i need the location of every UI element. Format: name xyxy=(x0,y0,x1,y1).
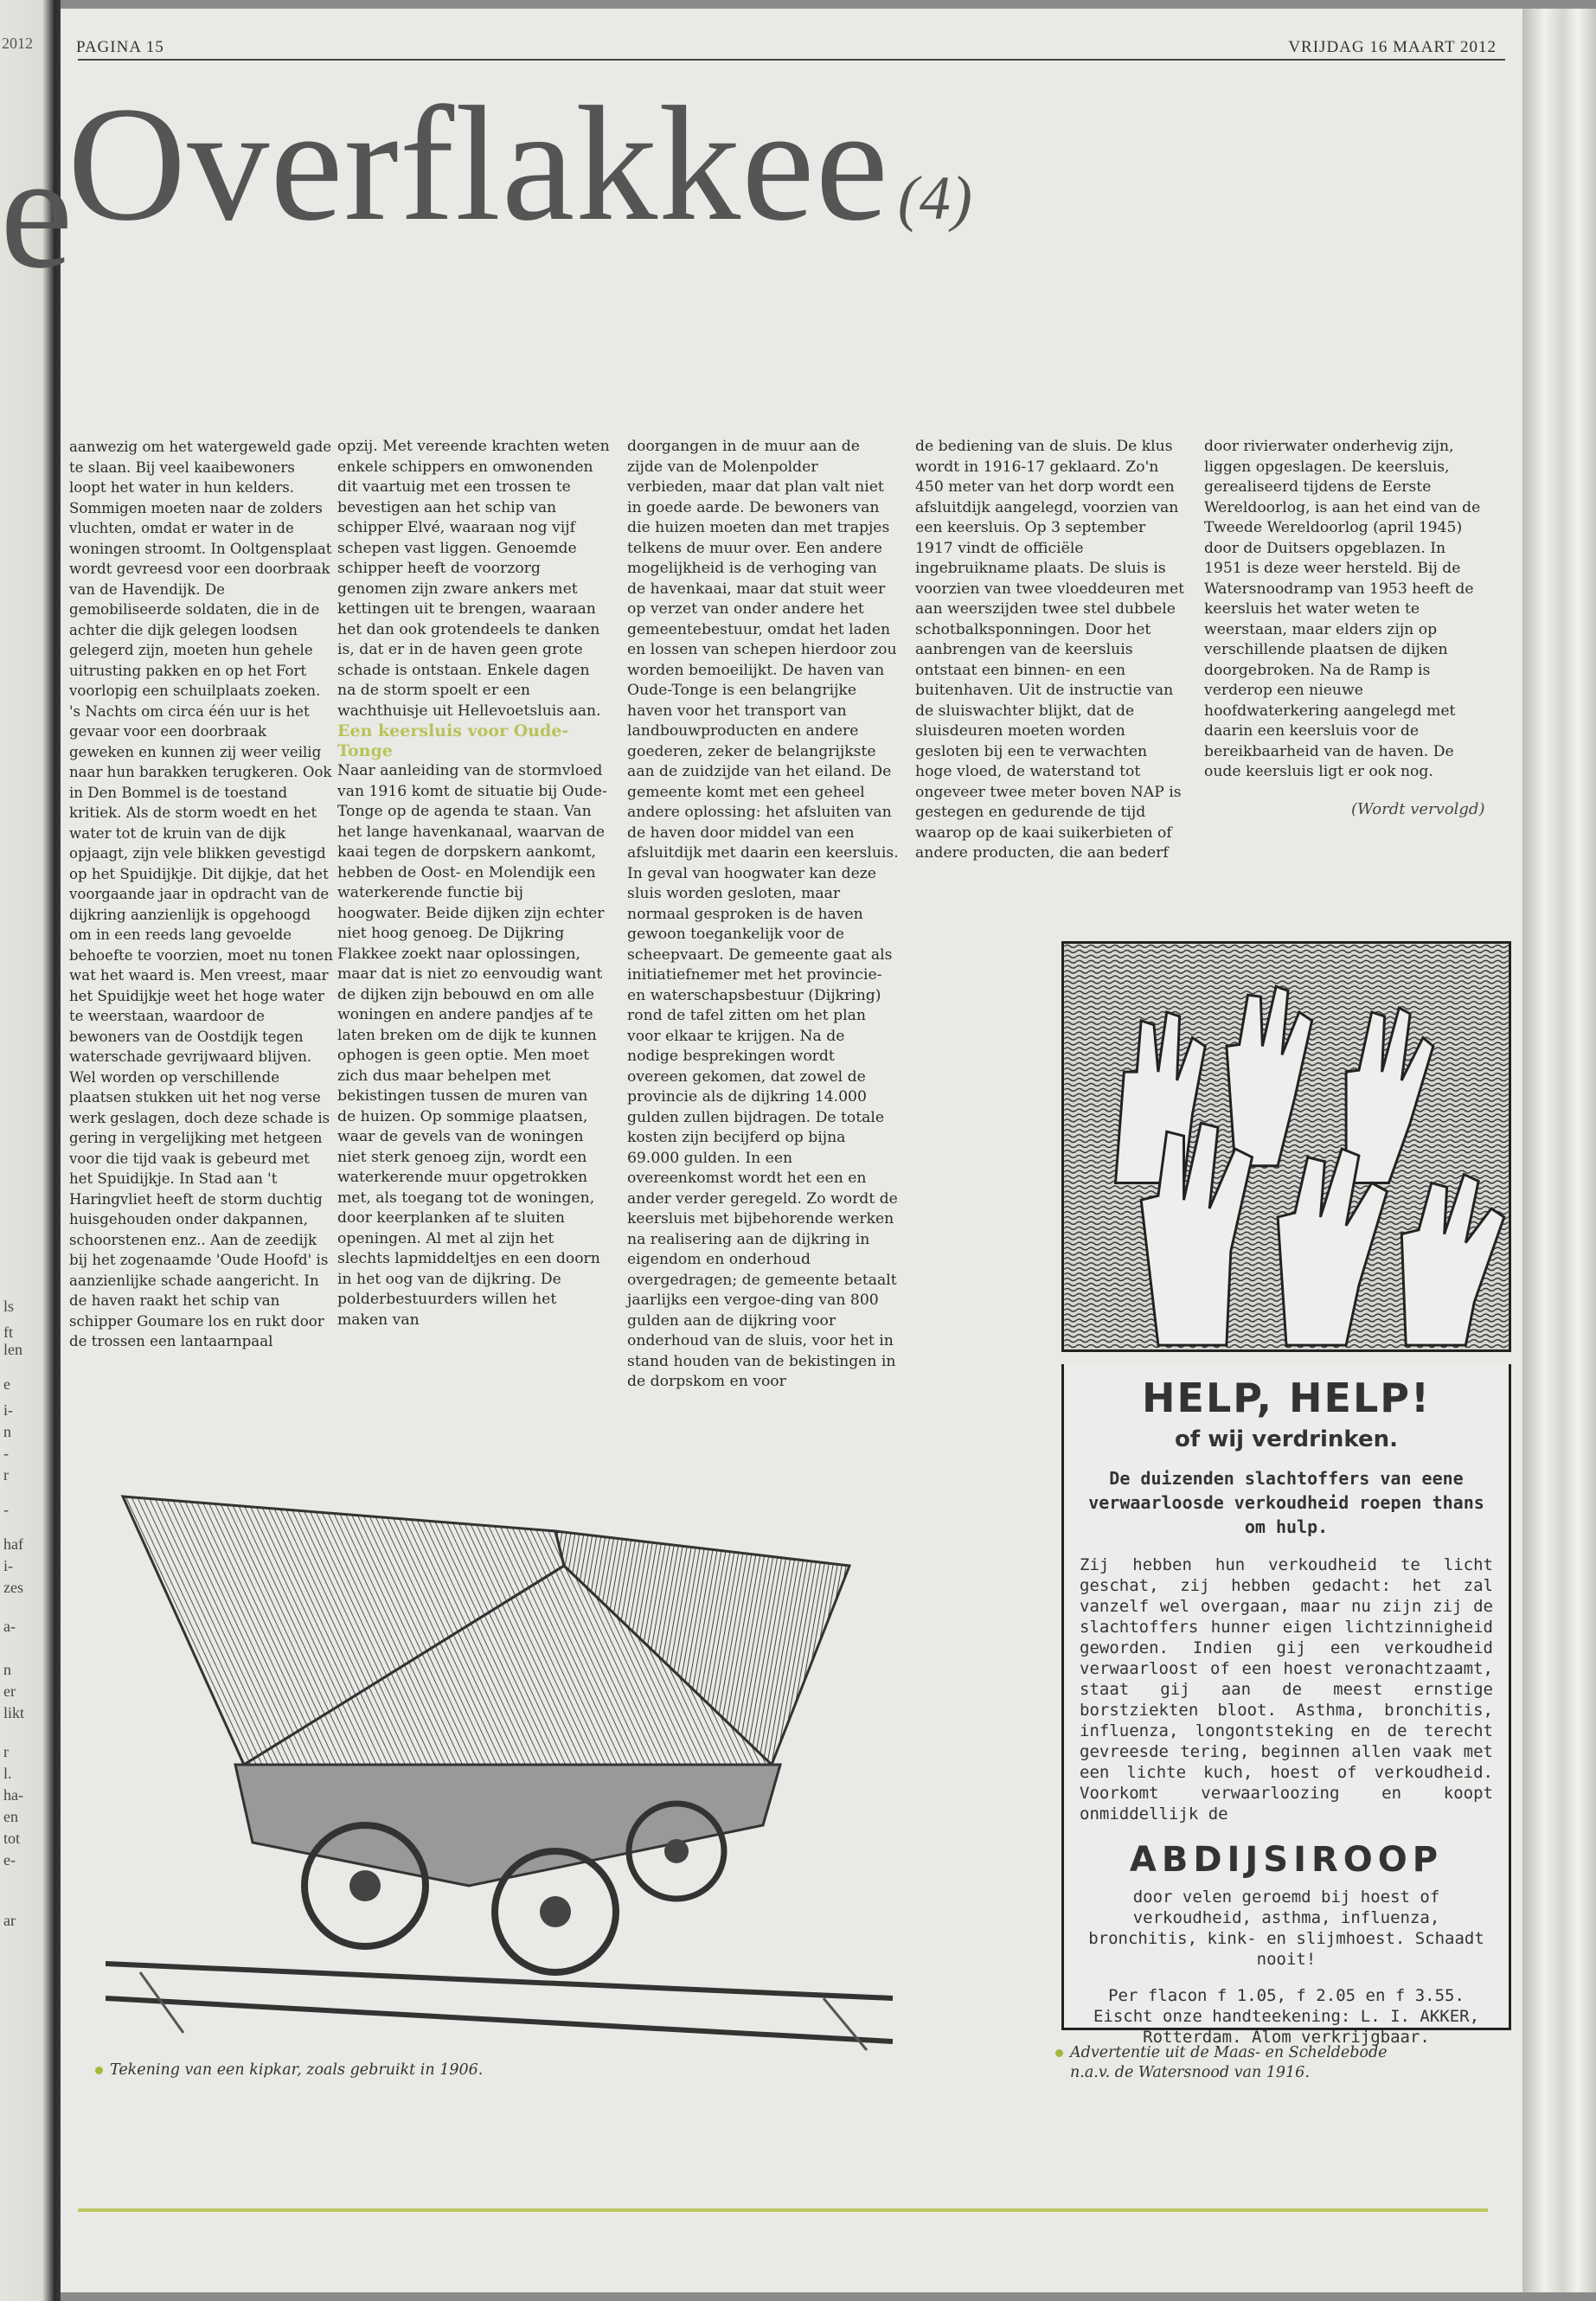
prev-page-fragment: ls xyxy=(3,1298,15,1315)
ad-intro: De duizenden slachtoffers van eene verwaarloosde verkoudheid roepen thans om hulp. xyxy=(1088,1468,1484,1537)
caption-bullet-icon xyxy=(1055,2049,1063,2057)
prev-page-fragment: e- xyxy=(3,1851,16,1868)
article-column-2 xyxy=(337,437,610,1330)
ad-body: Zij hebben hun verkoudheid te licht geschat, zij hebben gedacht: het zal vanzelf wel overgaan, maar nu zijn zij de slachtoffers hunner eigen lichtzinnigheid geworden. Indien gij een verkoudheid verwaarloost of een hoest veronachtzaamt, staat gij aan de meest ernstige borstziekten bloot. Asthma, bronchitis, influenza, longontsteking en de terecht gevreesde tering, beginnen allen vaak met een lichte kuch, hoest of verkoudheid. Voorkomt verwaarloozing en koopt onmiddellijk de xyxy=(1080,1555,1493,1823)
column-4-text: de bediening van de sluis. De klus wordt in 1916-17 geklaard. Zo'n 450 meter van het dorp wordt een afsluitdijk aangelegd, voorzien van een keersluis. Op 3 september 1917 vindt de officiële ingebruikname plaats. De sluis is voorzien van twee vloeddeuren met aan weerszijden twee stel dubbele schotbalksponningen. Door het aanbrengen van de keersluis ontstaat een binnen- en een buitenhaven. Uit de instructie van de sluiswachter blijkt, dat de sluisdeuren moeten worden gesloten bij een te verwachten hoge vloed, de waterstand tot ongeveer twee meter boven NAP is gestegen en gedurende de tijd waarop op de kaai suikerbieten of andere producten, die aan bederf xyxy=(915,438,1185,862)
prev-page-fragment: l. xyxy=(3,1765,12,1782)
prev-page-fragment: i- xyxy=(3,1557,13,1574)
prev-page-fragment: er xyxy=(3,1682,16,1700)
header-rule xyxy=(78,59,1505,61)
ad-body-2: door velen geroemd bij hoest of verkoudheid, asthma, influenza, bronchitis, kink- en slijmhoest. Schaadt nooit! xyxy=(1088,1888,1484,1969)
prev-page-fragment: r xyxy=(3,1743,9,1760)
article-column-5 xyxy=(1204,437,1481,783)
page-number: PAGINA 15 xyxy=(76,38,164,56)
article-column-4 xyxy=(915,437,1188,864)
previous-page-title-letter: e xyxy=(0,121,74,303)
advert-caption-line-2: n.a.v. de Watersnood van 1916. xyxy=(1070,2064,1310,2081)
title-number: (4) xyxy=(897,163,973,233)
title-main: Overflakkee xyxy=(67,74,889,255)
cart-caption-text: Tekening van een kipkar, zoals gebruikt in 1906. xyxy=(110,2061,484,2079)
prev-page-fragment: n xyxy=(3,1661,11,1678)
footer-rule xyxy=(78,2208,1488,2212)
continued-note: (Wordt vervolgd) xyxy=(1351,800,1485,818)
column-2-text-before: opzij. Met vereende krachten weten enkele schippers en omwonenden dit vaartuig met een trossen te bevestigen aan het schip van schipper Elvé, waaraan nog vijf schepen vast liggen. Genoemde schipper heeft de voorzorg genomen zijn zware ankers met kettingen uit te brengen, waaraan het dan ook grotendeels te danken is, dat er in de haven geen grote schade is ontstaan. Enkele dagen na de storm spoelt er een wachthuisje uit Hellevoetsluis aan. xyxy=(337,438,610,720)
prev-page-fragment: len xyxy=(3,1341,22,1358)
prev-page-fragment: tot xyxy=(3,1830,21,1847)
newspaper-page xyxy=(61,9,1522,2292)
cart-caption xyxy=(95,2061,483,2080)
prev-page-fragment: likt xyxy=(3,1704,25,1721)
prev-page-fragment: r xyxy=(3,1466,9,1484)
column-1-text: aanwezig om het watergeweld gade te slaan. Bij veel kaaibewoners loopt het water in hun kelders. Sommigen moeten naar de zolders vluchten, omdat er water in de woningen stroomt. In Ooltgensplaat wordt gevreesd voor een doorbraak van de Havendijk. De gemobiliseerde soldaten, die in de achter die dijk gelegen loodsen gelegerd zijn, moeten hun gehele uitrusting pakken en op het Fort voorlopig een schuilplaats zoeken. 's Nachts om circa één uur is het gevaar voor een doorbraak geweken en kunnen zij weer veilig naar hun barakken terugkeren. Ook in Den Bommel is de toestand kritiek. Als de storm woedt en het water tot de kruin van de dijk opjaagt, zijn vele blikken gevestigd op het Spuidijkje. Dit dijkje, dat het voorgaande jaar in opdracht van de dijkring aanzienlijk is opgehoogd om in een reeds lang gevoelde behoefte te voorzien, moet nu tonen wat het waard is. Men vreest, maar het Spuidijkje weet het hoge water te weerstaan, waardoor de bewoners van de Oostdijk tegen waterschade gevrijwaard blijven. Wel worden op verschillende plaatsen stukken uit het nog verse werk geslagen, doch deze schade is gering in vergelijking met hetgeen voor die tijd vaak is gebeurd met het Spuidijkje. In Stad aan 't Haringvliet heeft de storm duchtig huisgehouden onder dakpannen, schoorstenen enz.. Aan de zeedijk bij het zogenaamde 'Oude Hoofd' is aanzienlijke schade aangericht. In de haven raakt het schip van schipper Goumare los en rukt door de trossen een lantaarnpaal xyxy=(69,439,333,1349)
ad-headline: HELP, HELP! xyxy=(1142,1375,1431,1421)
prev-page-fragment: zes xyxy=(3,1579,23,1596)
column-5-text: door rivierwater onderhevig zijn, liggen opgeslagen. De keersluis, gerealiseerd tijdens de Eerste Wereldoorlog, is aan het eind van de Tweede Wereldoorlog (april 1945) door de Duitsers opgeblazen. In 1951 is deze weer hersteld. Bij de Watersnoodramp van 1953 heeft de keersluis het water weten te weerstaan, maar elders zijn op verschillende plaatsen de dijken doorgebroken. Na de Ramp is verderop een nieuwe hoofdwaterkering aangelegd met daarin een keersluis voor de bereikbaarheid van de haven. De oude keersluis ligt er ook nog. xyxy=(1204,438,1481,780)
prev-page-fragment: haf xyxy=(3,1535,23,1553)
prev-page-fragment: a- xyxy=(3,1618,16,1635)
prev-page-fragment: n xyxy=(3,1423,11,1440)
column-3-text: doorgangen in de muur aan de zijde van de Molenpolder verbieden, maar dat plan valt niet in goede aarde. De bewoners van die huizen moeten dan met trapjes telkens de muur over. Een andere mogelijkheid is de verhoging van de havenkaai, maar dat stuit weer op verzet van onder andere het gemeentebestuur, omdat het laden en lossen van schepen hierdoor zou worden bemoeilijkt. De haven van Oude-Tonge is een belangrijke haven voor het transport van landbouwproducten en andere goederen, zeker de belangrijkste aan de zuidzijde van het eiland. De gemeente komt met een geheel andere oplossing: het afsluiten van de haven door middel van een afsluitdijk met daarin een keersluis. In geval van hoogwater kan deze sluis worden gesloten, maar normaal gesproken is de haven gewoon toegankelijk voor de scheepvaart. De gemeente gaat als initiatiefnemer met het provincie- en waterschapsbestuur (Dijkring) rond de tafel zitten om het plan voor elkaar te krijgen. Na de nodige besprekingen wordt overeen gekomen, dat zowel de provincie als de dijkring 14.000 gulden zullen bijdragen. De totale kosten zijn becijferd op bijna 69.000 gulden. In een overeenkomst wordt het een en ander verder geregeld. Zo wordt de keersluis met bijbehorende werken na realisering aan de dijkring in eigendom en onderhoud overgedragen; de gemeente betaalt jaarlijks een vergoe-ding van 800 gulden aan de dijkring voor onderhoud van de sluis, voor het in stand houden van de bekistingen in de dorpskom en voor xyxy=(627,438,899,1390)
prev-page-fragment: - xyxy=(3,1501,9,1518)
caption-bullet-icon xyxy=(95,2067,103,2074)
ad-price: Per flacon f 1.05, f 2.05 en f 3.55. Eischt onze handteekening: L. I. AKKER, Rotterdam. Alom verkrijgbaar. xyxy=(1093,1986,1480,2047)
advert-caption-line-1: Advertentie uit de Maas- en Scheldebode xyxy=(1070,2044,1388,2061)
issue-date: VRIJDAG 16 MAART 2012 xyxy=(1288,38,1497,56)
prev-page-fragment: - xyxy=(3,1445,9,1462)
ad-brand: ABDIJSIROOP xyxy=(1129,1840,1444,1880)
page-spine xyxy=(1522,9,1596,2292)
article-column-1 xyxy=(69,437,333,1352)
advert-caption xyxy=(1055,2043,1505,2083)
previous-page-edge xyxy=(0,0,61,2301)
advertisement-abdijsiroop xyxy=(1061,1364,1511,2047)
page-title xyxy=(67,74,973,255)
prev-page-fragment: e xyxy=(3,1375,10,1393)
prev-page-fragment: ar xyxy=(3,1912,16,1929)
prev-page-fragment: en xyxy=(3,1808,18,1825)
article-column-3 xyxy=(627,437,900,1393)
prev-page-fragment: ft xyxy=(3,1324,13,1341)
previous-page-year: 2012 xyxy=(2,35,33,52)
prev-page-fragment: ha- xyxy=(3,1786,23,1804)
ad-subheadline: of wij verdrinken. xyxy=(1175,1426,1398,1452)
tipper-cart-illustration xyxy=(106,1479,893,2059)
prev-page-fragment: i- xyxy=(3,1401,13,1419)
column-2-text-after: Naar aanleiding van de stormvloed van 1916 komt de situatie bij Oude-Tonge op de agenda te staan. Van het lange havenkanaal, waarvan de kaai tegen de dorpskern aankomt, hebben de Oost- en Molendijk een waterkerende functie bij hoogwater. Beide dijken zijn echter niet hoog genoeg. De Dijkring Flakkee zoekt naar oplossingen, maar dat is niet zo eenvoudig want de dijken zijn bebouwd en om alle woningen en andere pandjes af te laten breken om de dijk te kunnen ophogen is geen optie. Men moet zich dus maar behelpen met bekistingen tussen de muren van de huizen. Op sommige plaatsen, waar de gevels van de woningen niet sterk genoeg zijn, wordt een waterkerende muur opgetrokken met, als toegang tot de woningen, door keerplanken af te sluiten openingen. Al met al zijn het slechts lapmiddeltjes en een doorn in het oog van de dijkring. De polderbestuurders willen het maken van xyxy=(337,762,607,1329)
drowning-hands-illustration xyxy=(1061,941,1511,1352)
subheading-keersluis: Een keersluis voor Oude-Tonge xyxy=(337,721,569,760)
